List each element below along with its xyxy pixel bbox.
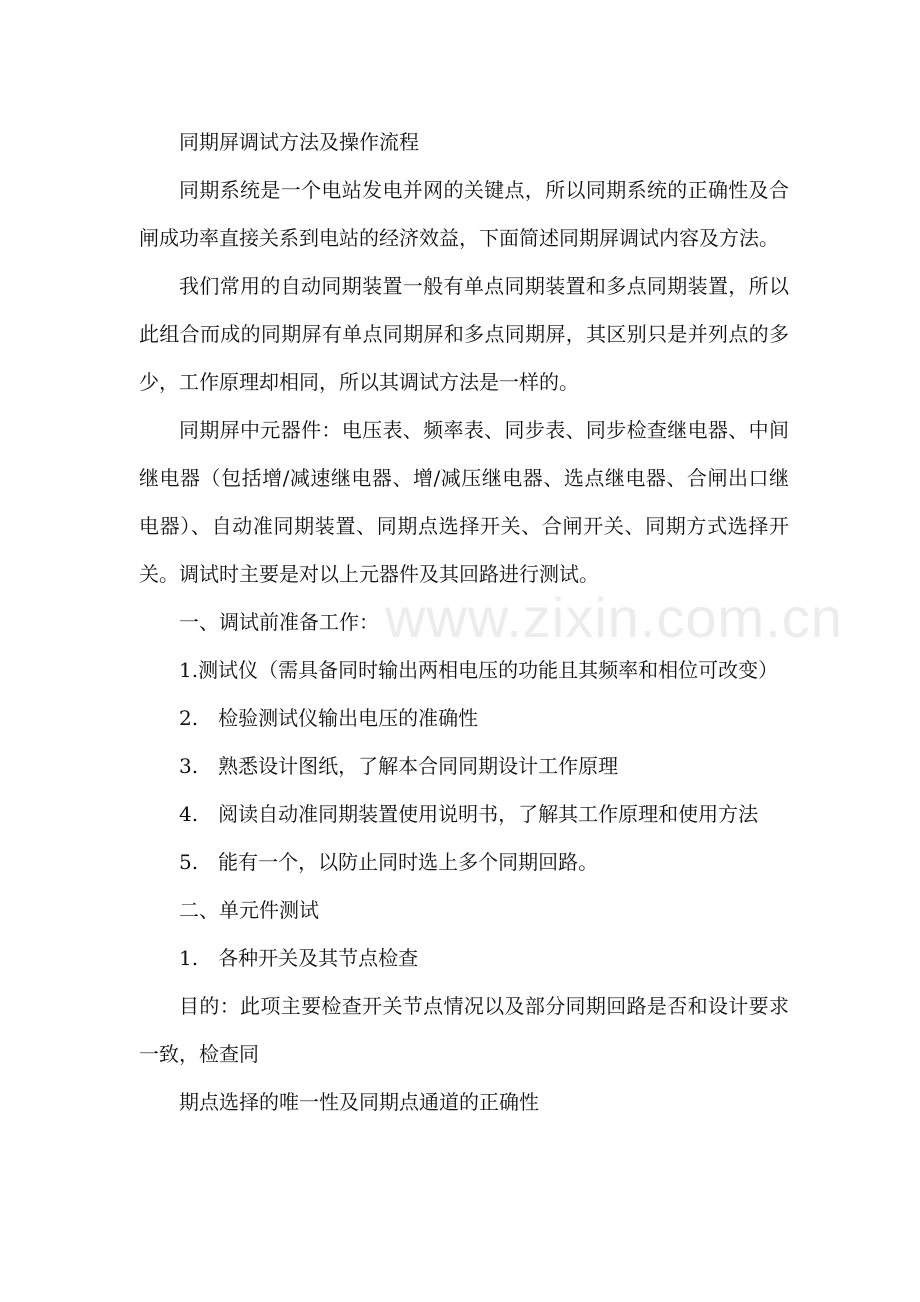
paragraph-purpose-continued: 期点选择的唯一性及同期点通道的正确性 bbox=[179, 1090, 539, 1114]
paragraph-intro: 同期系统是一个电站发电并网的关键点，所以同期系统的正确性及合闸成功率直接关系到电站的经济效益，下面简述同期屏调试内容及方法。 bbox=[139, 178, 789, 250]
list-item-1: 1.测试仪（需具备同时输出两相电压的功能且其频率和相位可改变） bbox=[179, 658, 779, 682]
list-item-5: 5. 能有一个，以防止同时选上多个同期回路。 bbox=[179, 850, 599, 874]
document-title: 同期屏调试方法及操作流程 bbox=[179, 130, 419, 154]
list-item-2: 2. 检验测试仪输出电压的准确性 bbox=[179, 706, 479, 730]
paragraph-components: 同期屏中元器件：电压表、频率表、同步表、同步检查继电器、中间继电器（包括增/减速继电器、增/减压继电器、选点继电器、合闸出口继电器）、自动准同期装置、同期点选择开关、合闸开关、同期方式选择开关。调试时主要是对以上元器件及其回路进行测试。 bbox=[139, 418, 789, 586]
section-heading-unit-test: 二、单元件测试 bbox=[179, 898, 319, 922]
list-item-switch-check: 1. 各种开关及其节点检查 bbox=[179, 946, 419, 970]
paragraph-devices: 我们常用的自动同期装置一般有单点同期装置和多点同期装置，所以此组合而成的同期屏有单点同期屏和多点同期屏，其区别只是并列点的多少，工作原理却相同，所以其调试方法是一样的。 bbox=[139, 274, 789, 394]
list-item-3: 3. 熟悉设计图纸，了解本合同同期设计工作原理 bbox=[179, 754, 619, 778]
paragraph-purpose: 目的：此项主要检查开关节点情况以及部分同期回路是否和设计要求一致，检查同 bbox=[139, 994, 789, 1066]
document-body bbox=[139, 118, 789, 1126]
list-item-4: 4. 阅读自动准同期装置使用说明书，了解其工作原理和使用方法 bbox=[179, 802, 759, 826]
section-heading-preparation: 一、调试前准备工作： bbox=[179, 610, 379, 634]
watermark-text: www.zixin.com.cn bbox=[385, 586, 843, 649]
